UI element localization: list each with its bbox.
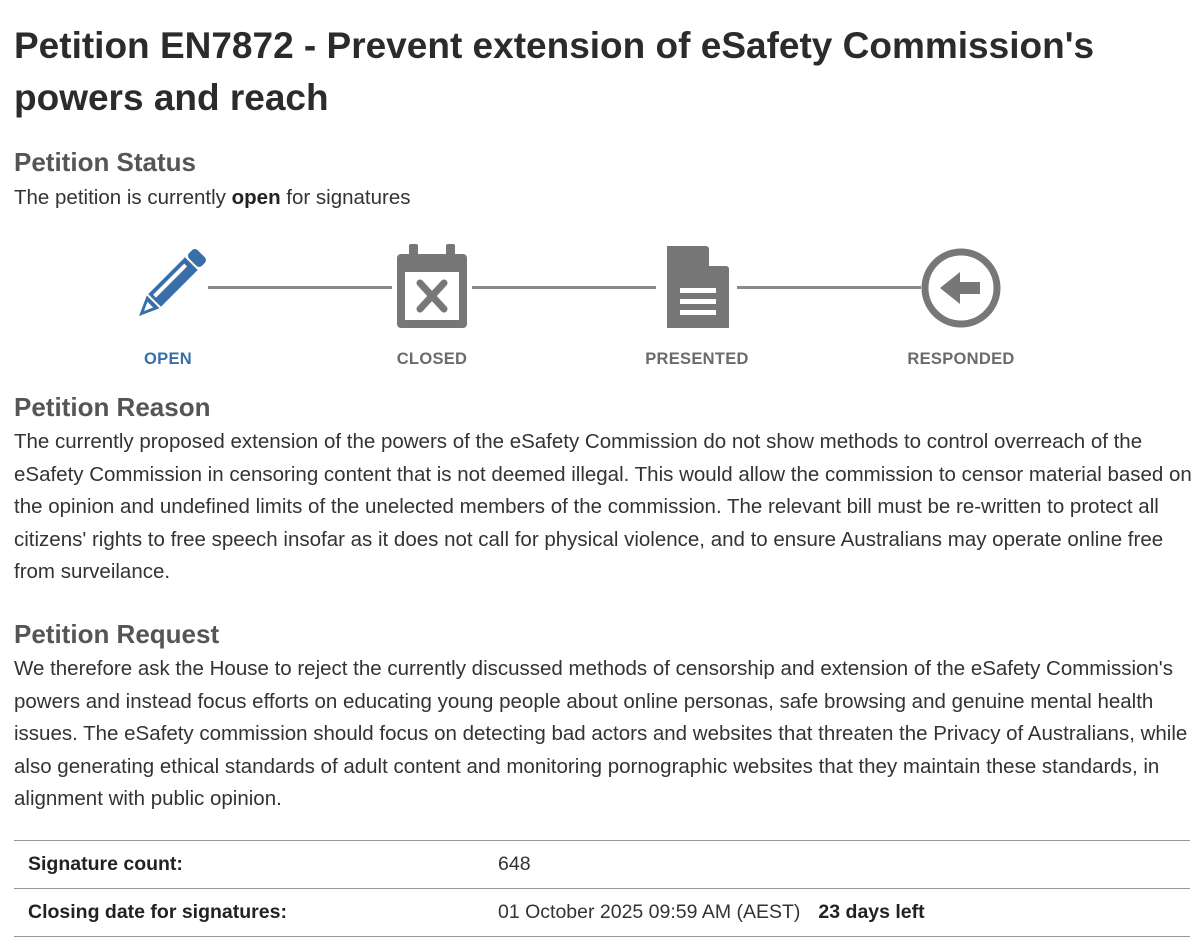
closing-date-cell bbox=[484, 889, 1190, 937]
stage-label-responded: RESPONDED bbox=[907, 350, 1015, 368]
status-text: The petition is currently open for signatures bbox=[14, 186, 411, 209]
document-icon bbox=[652, 242, 742, 332]
stage-label-presented: PRESENTED bbox=[645, 350, 749, 368]
timeline-connector bbox=[737, 286, 921, 289]
closing-date-label: Closing date for signatures: bbox=[14, 889, 484, 937]
calendar-x-icon bbox=[387, 242, 477, 332]
stage-label-closed: CLOSED bbox=[396, 350, 468, 368]
status-value: open bbox=[231, 186, 281, 209]
reason-text: The currently proposed extension of the powers of the eSafety Commission do not show methods to control overreach of the eSafety Commission in censoring content that is not deemed illegal. This would allow the commission to censor material based on the opinion and undefined limits of the unelected members of the commission. The relevant bill must be re-written to protect all citizens' rights to free speech insofar as it does not call for physical violence, and to ensure Australians may operate online free from surveilance. bbox=[14, 430, 1192, 583]
request-text: We therefore ask the House to reject the currently discussed methods of censorship and extension of the eSafety Commission's powers and instead focus efforts on educating young people about online personas, safe browsing and genuine mental health issues. The eSafety commission should focus on detecting bad actors and websites that threaten the Privacy of Australians, while also generating ethical standards of adult content and monitoring pornographic websites that they maintain these standards, in alignment with public opinion. bbox=[14, 657, 1188, 810]
reason-heading: Petition Reason bbox=[14, 392, 211, 422]
signature-count-label: Signature count: bbox=[14, 841, 484, 889]
pencil-icon bbox=[123, 242, 213, 332]
days-left: 23 days left bbox=[818, 901, 925, 923]
timeline-connector bbox=[472, 286, 656, 289]
timeline-connector bbox=[208, 286, 392, 289]
petition-details-table bbox=[14, 840, 1190, 937]
arrow-left-circle-icon bbox=[916, 242, 1006, 332]
page-title: Petition EN7872 - Prevent extension of eSafety Commission's powers and reach bbox=[14, 25, 1095, 118]
stage-label-open: OPEN bbox=[144, 350, 192, 368]
closing-date-value: 01 October 2025 09:59 AM (AEST) bbox=[498, 901, 801, 923]
request-heading: Petition Request bbox=[14, 619, 220, 649]
status-heading: Petition Status bbox=[14, 147, 197, 177]
table-row bbox=[14, 841, 1190, 889]
signature-count-value: 648 bbox=[484, 841, 1190, 889]
table-row bbox=[14, 889, 1190, 937]
